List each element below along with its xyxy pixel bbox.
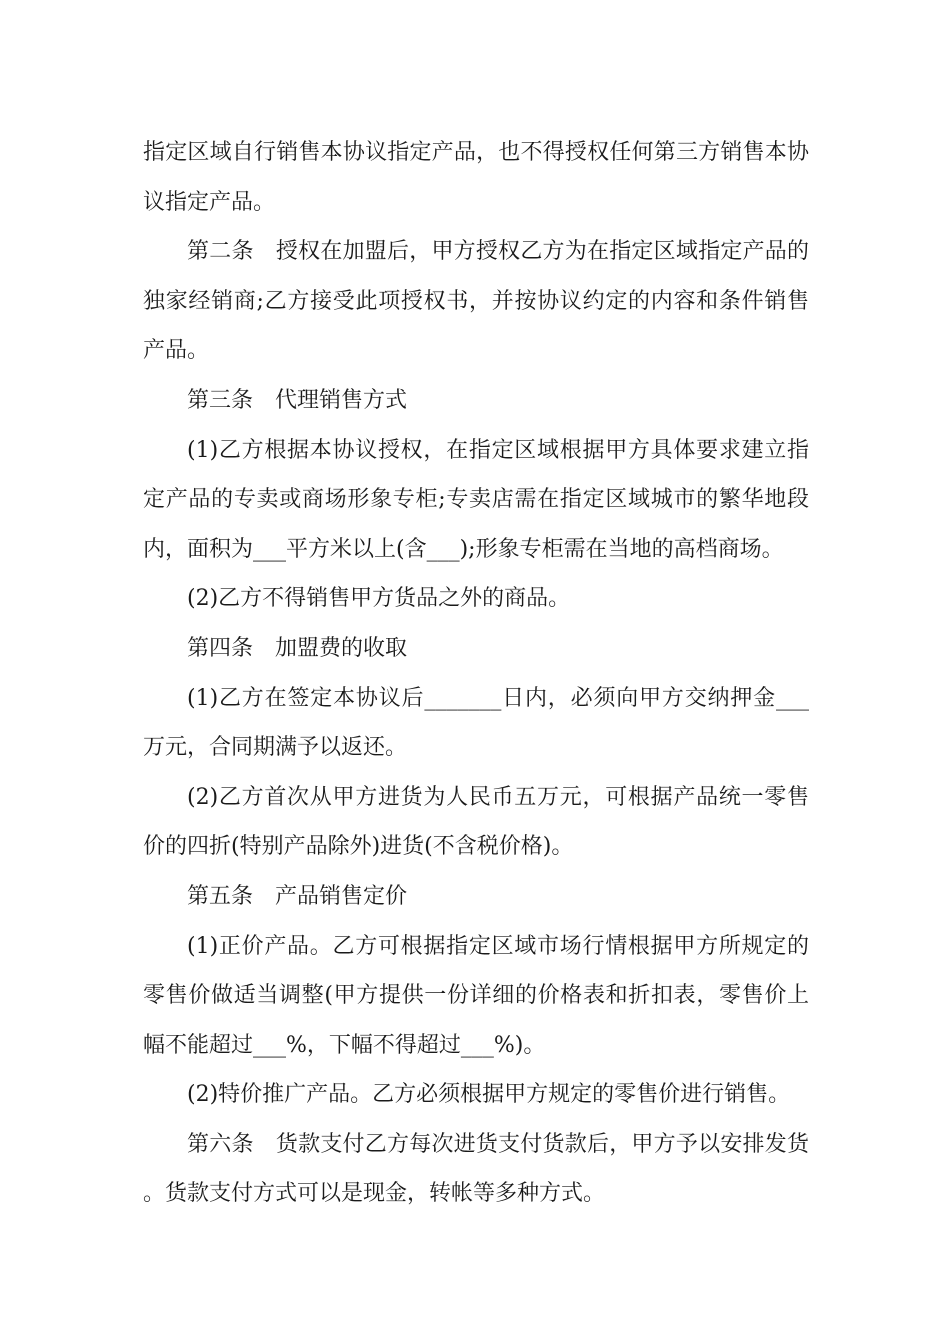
article-heading: 第五条 (187, 883, 254, 909)
clause-paragraph (143, 426, 809, 575)
paragraph-text: (1)乙方根据本协议授权，在指定区域根据甲方具体要求建立指定产品的专卖或商场形象专柜;专卖店需在指定区域城市的繁华地段内，面积为___平方米以上(含___);形象专柜需在当地的高档商场。 (143, 437, 809, 562)
clause-paragraph (143, 574, 809, 624)
paragraph-text: 代理销售方式 (275, 387, 408, 413)
paragraph-text: 加盟费的收取 (275, 635, 408, 661)
paragraph-text: (1)正价产品。乙方可根据指定区域市场行情根据甲方所规定的零售价做适当调整(甲方提供一份详细的价格表和折扣表，零售价上幅不能超过___%，下幅不得超过___%)。 (143, 933, 809, 1058)
paragraph-text: (2)乙方不得销售甲方货品之外的商品。 (187, 586, 571, 612)
paragraph-text: 产品销售定价 (275, 883, 408, 909)
document-body (143, 128, 809, 1219)
article-5-paragraph (143, 872, 809, 922)
paragraph-text: (2)特价推广产品。乙方必须根据甲方规定的零售价进行销售。 (187, 1082, 791, 1108)
paragraph-continuation (143, 128, 809, 227)
article-heading: 第二条 (187, 239, 254, 265)
article-3-paragraph (143, 376, 809, 426)
clause-paragraph (143, 674, 809, 773)
article-6-paragraph (143, 1120, 809, 1219)
article-heading: 第三条 (187, 387, 254, 413)
article-heading: 第六条 (187, 1131, 254, 1157)
clause-paragraph (143, 1070, 809, 1120)
article-2-paragraph (143, 227, 809, 376)
clause-paragraph (143, 773, 809, 872)
paragraph-text: (1)乙方在签定本协议后_______日内，必须向甲方交纳押金___万元，合同期满予以返还。 (143, 685, 809, 761)
article-4-paragraph (143, 624, 809, 674)
paragraph-text: 货款支付乙方每次进货支付货款后，甲方予以安排发货。货款支付方式可以是现金，转帐等多种方式。 (143, 1131, 809, 1207)
paragraph-text: (2)乙方首次从甲方进货为人民币五万元，可根据产品统一零售价的四折(特别产品除外)进货(不含税价格)。 (143, 784, 809, 860)
clause-paragraph (143, 922, 809, 1071)
paragraph-text: 授权在加盟后，甲方授权乙方为在指定区域指定产品的独家经销商;乙方接受此项授权书，并按协议约定的内容和条件销售产品。 (143, 239, 809, 364)
article-heading: 第四条 (187, 635, 254, 661)
paragraph-text: 指定区域自行销售本协议指定产品，也不得授权任何第三方销售本协议指定产品。 (143, 140, 809, 215)
